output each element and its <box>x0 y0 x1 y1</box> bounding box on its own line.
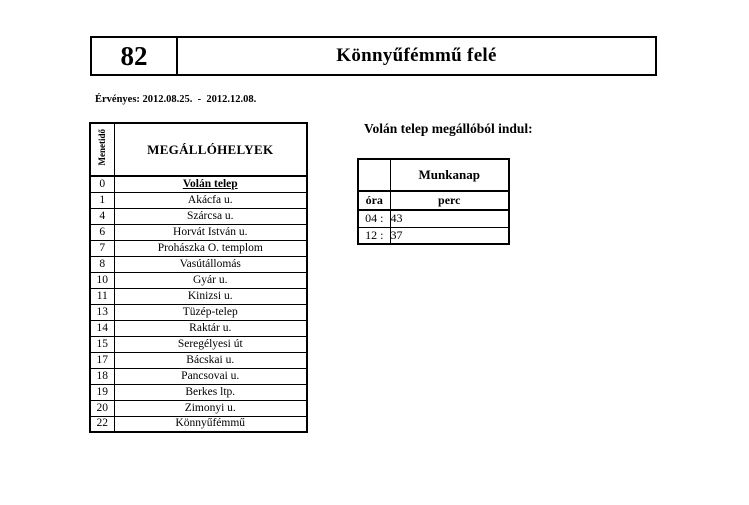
validity-line <box>95 94 256 105</box>
departure-row <box>358 210 509 227</box>
departure-minutes: 37 <box>390 227 509 244</box>
stop-name: Horvát István u. <box>114 224 307 240</box>
stop-name: Gyár u. <box>114 272 307 288</box>
stop-row <box>90 336 307 352</box>
stop-row <box>90 224 307 240</box>
stop-row <box>90 272 307 288</box>
departure-hour: 04 : <box>358 210 390 227</box>
stop-travel-time: 20 <box>90 400 114 416</box>
stop-row <box>90 256 307 272</box>
stops-table-header-row <box>90 123 307 176</box>
stop-name: Raktár u. <box>114 320 307 336</box>
stop-travel-time: 13 <box>90 304 114 320</box>
departures-table <box>357 158 510 245</box>
stop-name: Volán telep <box>114 176 307 192</box>
validity-label: Érvényes: <box>95 94 140 105</box>
stop-travel-time: 14 <box>90 320 114 336</box>
direction-title: Könnyűfémmű felé <box>336 45 497 66</box>
stop-row <box>90 192 307 208</box>
stops-table-body <box>90 176 307 432</box>
departure-row <box>358 227 509 244</box>
stop-row <box>90 368 307 384</box>
travel-time-header-label: Menetidő <box>96 128 107 166</box>
stop-row <box>90 240 307 256</box>
departures-corner-cell <box>358 159 390 191</box>
stops-table <box>89 122 308 433</box>
stop-travel-time: 17 <box>90 352 114 368</box>
stop-name: Bácskai u. <box>114 352 307 368</box>
stop-row <box>90 288 307 304</box>
stop-row <box>90 384 307 400</box>
stop-travel-time: 22 <box>90 416 114 432</box>
stop-travel-time: 4 <box>90 208 114 224</box>
stop-name: Berkes ltp. <box>114 384 307 400</box>
stop-row <box>90 352 307 368</box>
departures-title: Volán telep megállóból indul: <box>364 121 533 136</box>
stop-name: Szárcsa u. <box>114 208 307 224</box>
stop-row <box>90 320 307 336</box>
stop-name: Vasútállomás <box>114 256 307 272</box>
stop-row <box>90 208 307 224</box>
stop-travel-time: 18 <box>90 368 114 384</box>
stop-name: Akácfa u. <box>114 192 307 208</box>
stop-name: Kinizsi u. <box>114 288 307 304</box>
stop-name: Könnyűfémmű <box>114 416 307 432</box>
day-type-header-cell: Munkanap <box>390 159 509 191</box>
route-number: 82 <box>92 38 178 74</box>
departure-minutes: 43 <box>390 210 509 227</box>
stop-name: Prohászka O. templom <box>114 240 307 256</box>
route-header-box <box>90 36 657 76</box>
minute-header-cell: perc <box>390 191 509 210</box>
stop-travel-time: 15 <box>90 336 114 352</box>
stop-name: Tüzép-telep <box>114 304 307 320</box>
departures-subheader-row <box>358 191 509 210</box>
stop-travel-time: 6 <box>90 224 114 240</box>
stop-travel-time: 10 <box>90 272 114 288</box>
departures-daytype-row <box>358 159 509 191</box>
stop-row <box>90 416 307 432</box>
stop-travel-time: 19 <box>90 384 114 400</box>
stops-header-cell: MEGÁLLÓHELYEK <box>114 123 307 176</box>
hour-header-cell: óra <box>358 191 390 210</box>
stop-travel-time: 11 <box>90 288 114 304</box>
stop-name: Seregélyesi út <box>114 336 307 352</box>
stop-row <box>90 304 307 320</box>
stop-travel-time: 0 <box>90 176 114 192</box>
stop-travel-time: 1 <box>90 192 114 208</box>
stop-name: Zimonyi u. <box>114 400 307 416</box>
stop-name: Pancsovai u. <box>114 368 307 384</box>
travel-time-header-cell <box>90 123 114 176</box>
stop-travel-time: 7 <box>90 240 114 256</box>
stop-travel-time: 8 <box>90 256 114 272</box>
departure-hour: 12 : <box>358 227 390 244</box>
stop-row <box>90 176 307 192</box>
validity-range: 2012.08.25. - 2012.12.08. <box>142 94 257 105</box>
stop-row <box>90 400 307 416</box>
departures-table-body <box>358 210 509 244</box>
